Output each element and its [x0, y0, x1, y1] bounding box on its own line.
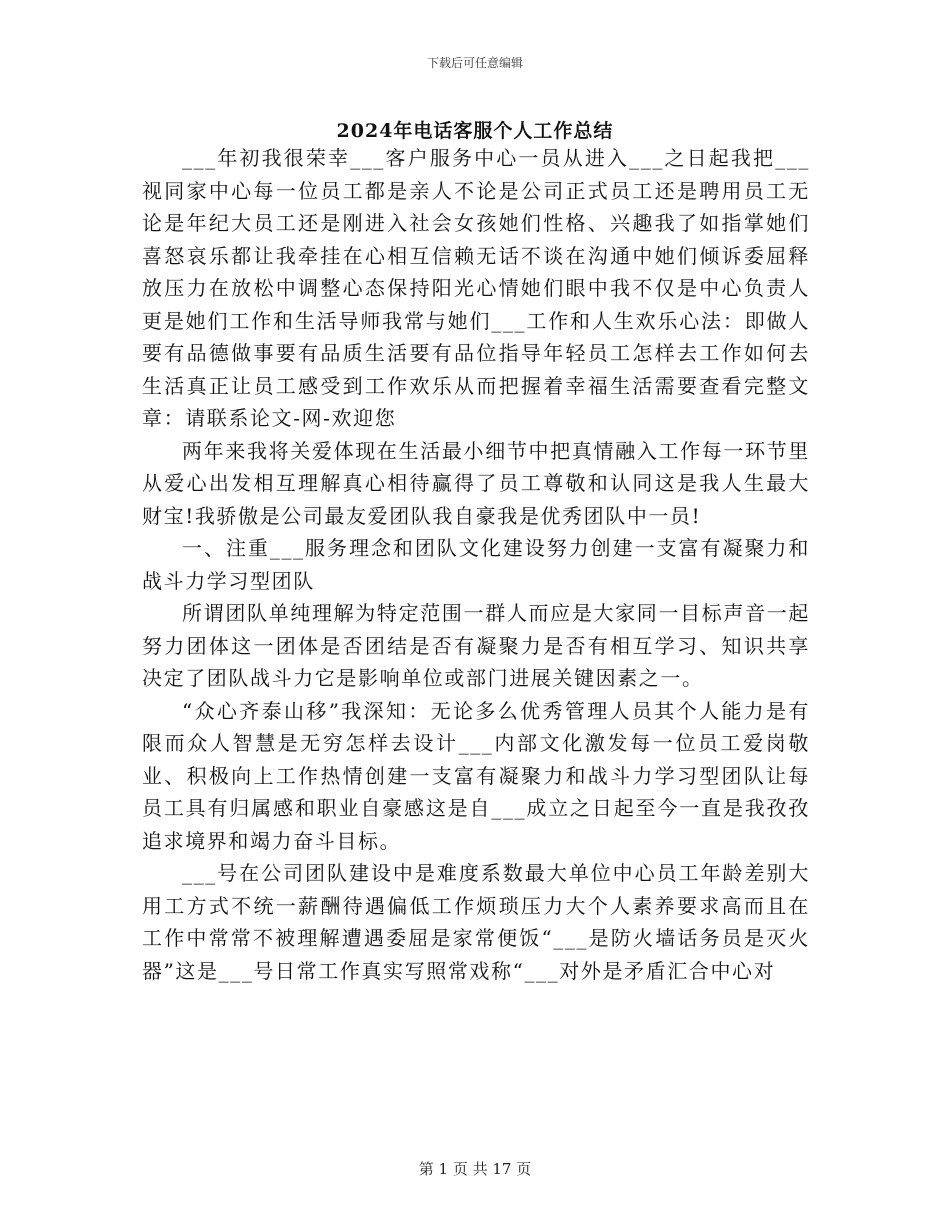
paragraph: 所谓团队单纯理解为特定范围一群人而应是大家同一目标声音一起努力团体这一团体是否团结是否有凝聚力是否有相互学习、知识共享决定了团队战斗力它是影响单位或部门进展关键因素之一。	[142, 601, 810, 690]
page-header-note: 下载后可任意编辑	[426, 56, 523, 70]
paragraph: ___号在公司团队建设中是难度系数最大单位中心员工年龄差别大用工方式不统一薪酬待遇偏低工作烦琐压力大个人素养要求高而且在工作中常常不被理解遭遇委屈是家常便饭“___是防火墙话务员是灭火器”这是___号日常工作真实写照常戏称“___对外是矛盾汇合中心对	[142, 861, 810, 983]
document-title: 2024年电话客服个人工作总结	[336, 120, 614, 142]
section-heading: 一、注重___服务理念和团队文化建设努力创建一支富有凝聚力和战斗力学习型团队	[142, 536, 810, 593]
page-number: 第 1 页 共 17 页	[418, 1160, 532, 1178]
paragraph: “众心齐泰山移”我深知：无论多么优秀管理人员其个人能力是有限而众人智慧是无穷怎样去设计___内部文化激发每一位员工爱岗敬业、积极向上工作热情创建一支富有凝聚力和战斗力学习型团队让每员工具有归属感和职业自豪感这是自___成立之日起至今一直是我孜孜追求境界和竭力奋斗目标。	[142, 698, 810, 853]
paragraph: 两年来我将关爱体现在生活最小细节中把真情融入工作每一环节里从爱心出发相互理解真心相待赢得了员工尊敬和认同这是我人生最大财宝!我骄傲是公司最友爱团队我自豪我是优秀团队中一员!	[142, 438, 810, 528]
paragraph: ___年初我很荣幸___客户服务中心一员从进入___之日起我把___视同家中心每一位员工都是亲人不论是公司正式员工还是聘用员工无论是年纪大员工还是刚进入社会女孩她们性格、兴趣我了如指掌她们喜怒哀乐都让我牵挂在心相互信赖无话不谈在沟通中她们倾诉委屈释放压力在放松中调整心态保持阳光心情她们眼中我不仅是中心负责人更是她们工作和生活导师我常与她们___工作和人生欢乐心法：即做人要有品德做事要有品质生活要有品位指导年轻员工怎样去工作如何去生活真正让员工感受到工作欢乐从而把握着幸福生活需要查看完整文章：请联系论文-网-欢迎您	[142, 146, 810, 430]
document-body	[142, 142, 810, 987]
